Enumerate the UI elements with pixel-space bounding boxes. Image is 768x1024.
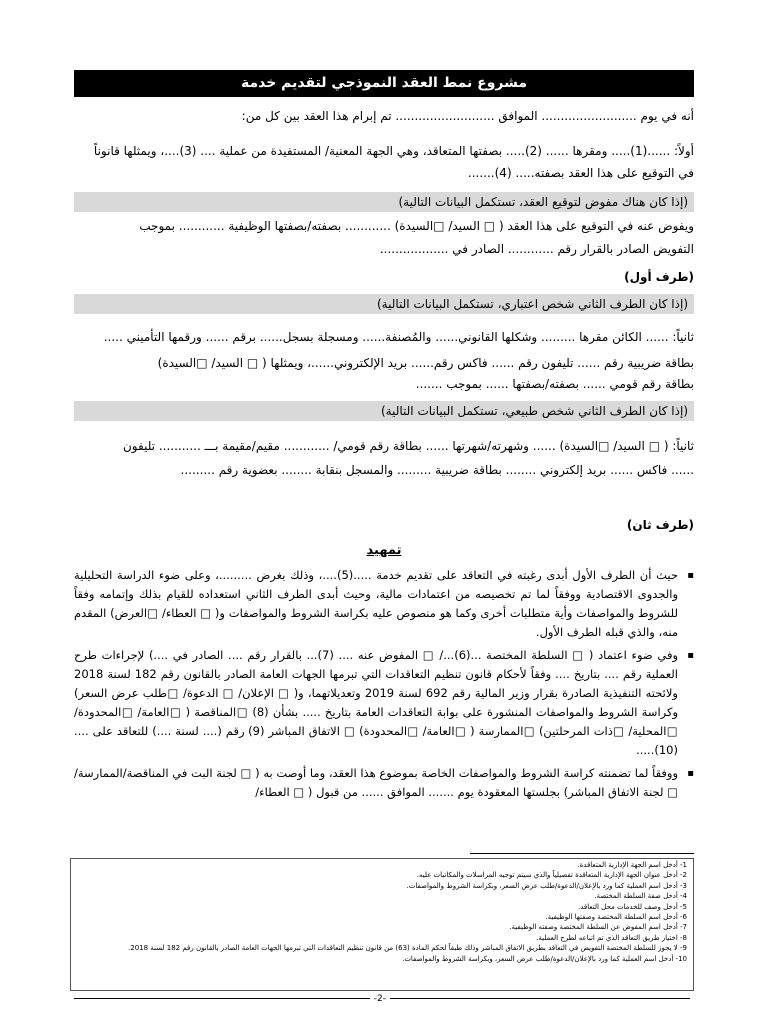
footnote: 4- أدخل صفة السلطة المختصة. bbox=[594, 892, 687, 901]
natural-person-line-1: ثانياً: ( □ السيد/ □السيدة) ...... وشهرته/شهرتها ...... بطاقة رقم قومي/ ............ مقيم/مقيمة بـــ ........... تليفون bbox=[122, 439, 694, 453]
delegate-line-1: ويفوض عنه في التوقيع على هذا العقد ( □ السيد/ □السيدة) ............ بصفته/بصفتها الوظيفية ............ بموجب bbox=[139, 219, 694, 233]
footnote: 2- أدخل عنوان الجهة الإدارية المتعاقدة تفصيلياً والذي سيتم توجيه المراسلات والمكاتبات عليه. bbox=[416, 871, 687, 880]
party-one-label: (طرف أول) bbox=[624, 270, 694, 284]
legal-person-line-2: بطاقة ضريبية رقم ...... تليفون رقم ...... فاكس رقم...... بريد الإلكتروني......، ويمثلها ( □ السيد/ □السيدة) bbox=[157, 356, 694, 370]
footnote: 7- أدخل اسم المفوض عن السلطة المختصة وصفته الوظيفية. bbox=[509, 923, 687, 932]
preamble-bullet-3: ▪ ووفقاً لما تضمنته كراسة الشروط والمواصفات الخاصة بموضوع هذا العقد، وما أوصت به ( □ لجنة البت في المناقصة/الممارسة/ □ لجنة الاتفاق المباشر) بجلستها المعقودة يوم ....... الموافق ...... من قبول ( □ العطاء/ bbox=[74, 764, 694, 802]
legal-person-line-1: ثانياً: ...... الكائن مقرها ......... وشكلها القانوني...... والمُصنفة...... ومسجلة بسجل...... برقم ...... ورقمها التأميني ..... bbox=[103, 330, 694, 344]
footnote-separator bbox=[470, 853, 694, 854]
footnote: 5- أدخل وصف للخدمات محل التعاقد. bbox=[577, 902, 687, 911]
party-two-label: (طرف ثان) bbox=[626, 518, 694, 532]
delegate-section-header: (إذا كان هناك مفوض لتوقيع العقد، تستكمل البيانات التالية) bbox=[74, 192, 694, 212]
footnote: 1- أدخل اسم الجهة الإدارية المتعاقدة. bbox=[577, 861, 687, 869]
natural-person-line-2: ...... فاكس ...... بريد إلكتروني ........ بطاقة ضريبية ......... والمسجل بنقابة ........ بعضوية رقم ......... bbox=[180, 463, 694, 477]
footnotes-box bbox=[70, 858, 694, 991]
page-number bbox=[74, 994, 694, 1004]
intro-line: أنه في يوم ......................... الموافق .......................... تم إبرام هذا العقد بين كل من: bbox=[241, 109, 694, 123]
legal-person-line-3: بطاقة رقم قومي ...... بصفته/بصفتها ...... بموجب ....... bbox=[415, 377, 694, 391]
preamble-bullet-1: ▪ حيث أن الطرف الأول أبدى رغبته في التعاقد على تقديم خدمة .....(5)....، وذلك بغرض .........، وعلى ضوء الدراسة التحليلية والجدوى الاقتصادية ووفقاً لما تم تخصيصه من اعتمادات مالية، وحيث أبدى الطرف الثاني استعداده للقيام بذلك وإتمامه وفقاً للشروط والمواصفات وأية متطلبات أخرى وكما هو منصوص عليه بكراسة الشروط والمواصفات و( □ العطاء/ □العرض) المقدم منه، والذي قبله الطرف الأول. bbox=[74, 566, 694, 642]
preamble-heading: تمهيد bbox=[366, 543, 402, 558]
page-number-text: -2- bbox=[373, 994, 386, 1004]
preamble-bullets bbox=[74, 566, 694, 802]
footnote: 10- أدخل اسم العملية كما ورد بالإعلان/الدعوة/طلب عرض السعر، وبكراسة الشروط والمواصفات. bbox=[402, 954, 687, 963]
preamble-bullet-2: ▪ وفي ضوء اعتماد ( □ السلطة المختصة ...(6).../ □ المفوض عنه .... (7)... بالقرار رقم .... الصادر في ....) لإجراءات طرح العملية رقم .... بتاريخ .... وفقاً لأحكام قانون تنظيم التعاقدات التي تبرمها الجهات العامة الصادر بالقانون رقم 182 لسنة 2018 ولائحته التنفيذية الصادرة بقرار وزير المالية رقم 692 لسنة 2019 وتعديلاتهما، و( □ الإعلان/ □ الدعوة/ □طلب عرض السعر) وكراسة الشروط والمواصفات المنشورة على بوابة التعاقدات العامة بتاريخ ..... بشأن (8) □المناقصة ( □العامة/ □المحدودة/ □المحلية/ □ذات المرحلتين) □الممارسة ( □العامة/ □المحدودة) □ الاتفاق المباشر (9) رقم (.... لسنة ....) للتعاقد على ....(10)..... bbox=[74, 646, 694, 760]
footnote: 6- أدخل اسم السلطة المختصة وصفتها الوظيفية. bbox=[545, 913, 687, 922]
natural-person-header: (إذا كان الطرف الثاني شخص طبيعي، تستكمل البيانات التالية) bbox=[74, 401, 694, 421]
document-title: مشروع نمط العقد النموذجي لتقديم خدمة bbox=[74, 70, 694, 97]
footnote: 3- أدخل اسم العملية كما ورد بالإعلان/الدعوة/طلب عرض السعر، وبكراسة الشروط والمواصفات. bbox=[406, 881, 687, 890]
footnote: 9- لا يجوز للسلطة المختصة التفويض في التعاقد بطريق الاتفاق المباشر وذلك طبقاً لحكم المادة (63) من قانون تنظيم التعاقدات التي تبرمها الجهات العامة الصادر بالقانون رقم 182 لسنة 2018. bbox=[128, 944, 687, 953]
first-party-line-1: أولاً: ......(1)..... ومقرها ...... (2)..... بصفتها المتعاقد، وهي الجهة المعنية/ المستفيدة من عملية .... (3)....، ويمثلها قانوناً bbox=[93, 144, 694, 158]
footnote: 8- اختيار طريق التعاقد الذي تم اتباعه لطرح العملية. bbox=[536, 933, 687, 942]
first-party-line-2: في التوقيع على هذا العقد بصفته..... (4)....... bbox=[467, 166, 694, 180]
delegate-line-2: التفويض الصادر بالقرار رقم ............ الصادر في .................. bbox=[379, 242, 694, 256]
legal-person-header: (إذا كان الطرف الثاني شخص اعتباري، تستكمل البيانات التالية) bbox=[74, 294, 694, 314]
